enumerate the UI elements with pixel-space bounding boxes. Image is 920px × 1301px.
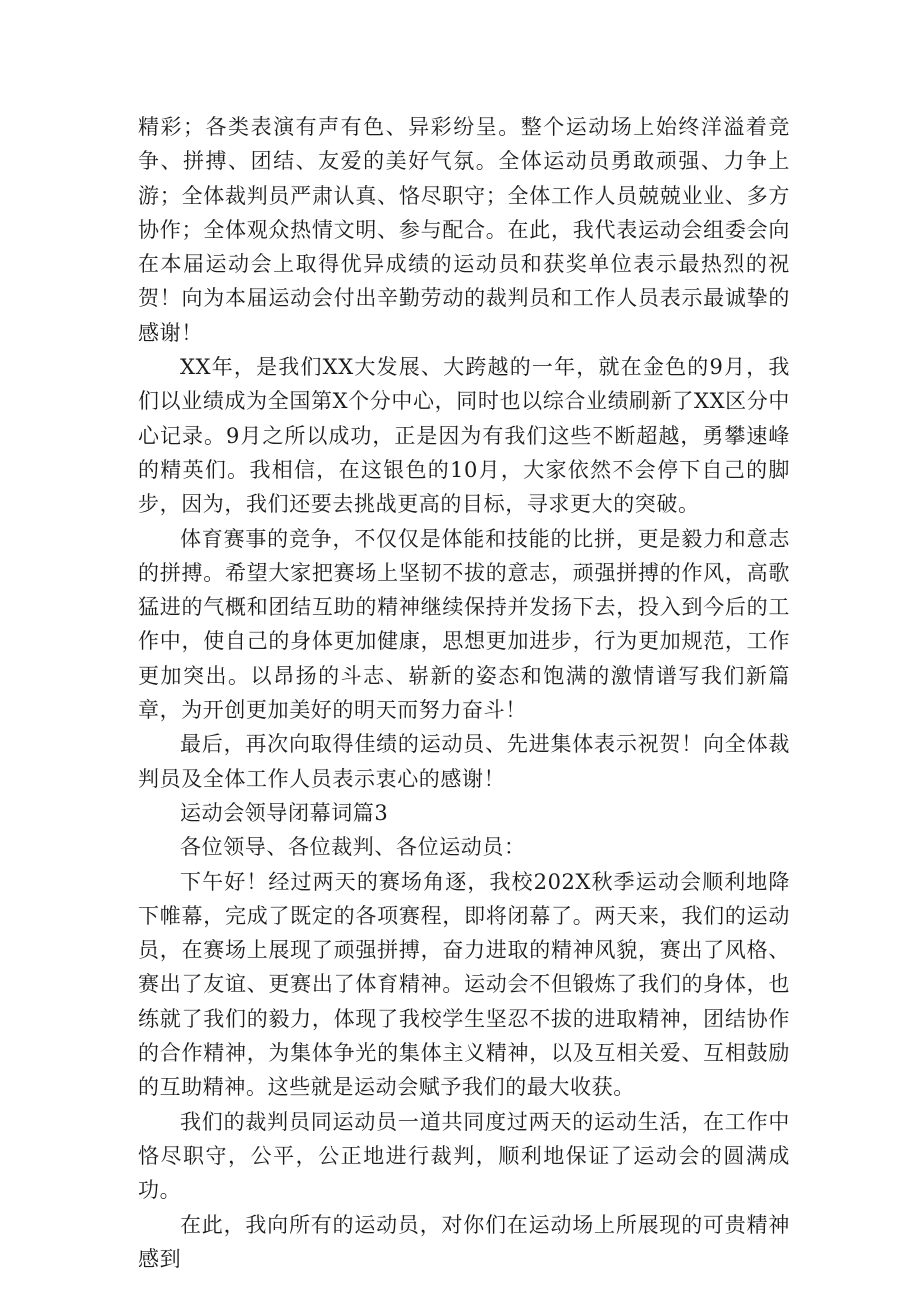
document-body: [138, 110, 790, 1276]
paragraph-continuation: 精彩；各类表演有声有色、异彩纷呈。整个运动场上始终洋溢着竞争、拼搏、团结、友爱的美好气氛。全体运动员勇敢顽强、力争上游；全体裁判员严肃认真、恪尽职守；全体工作人员兢兢业业、多方协作；全体观众热情文明、参与配合。在此，我代表运动会组委会向在本届运动会上取得优异成绩的运动员和获奖单位表示最热烈的祝贺！向为本届运动会付出辛勤劳动的裁判员和工作人员表示最诚挚的感谢！: [138, 115, 790, 345]
paragraph-here: 在此，我向所有的运动员，对你们在运动场上所展现的可贵精神感到: [138, 1212, 790, 1271]
section-title: 运动会领导闭幕词篇3: [180, 800, 389, 825]
paragraph-competition: 体育赛事的竞争，不仅仅是体能和技能的比拼，更是毅力和意志的拼搏。希望大家把赛场上坚韧不拔的意志，顽强拼搏的作风，高歌猛进的气概和团结互助的精神继续保持并发扬下去，投入到今后的工作中，使自己的身体更加健康，思想更加进步，行为更加规范，工作更加突出。以昂扬的斗志、崭新的姿态和饱满的激情谱写我们新篇章，为开创更加美好的明天而努力奋斗！: [138, 526, 790, 723]
paragraph-finally: 最后，再次向取得佳绩的运动员、先进集体表示祝贺！向全体裁判员及全体工作人员表示衷心的感谢！: [138, 732, 790, 791]
paragraph-referees: 我们的裁判员同运动员一道共同度过两天的运动生活，在工作中恪尽职守，公平，公正地进行裁判，顺利地保证了运动会的圆满成功。: [138, 1109, 790, 1203]
paragraph-good-afternoon: 下午好！经过两天的赛场角逐，我校202X秋季运动会顺利地降下帷幕，完成了既定的各项赛程，即将闭幕了。两天来，我们的运动员，在赛场上展现了顽强拼搏，奋力进取的精神风貌，赛出了风格、赛出了友谊、更赛出了体育精神。运动会不但锻炼了我们的身体，也练就了我们的毅力，体现了我校学生坚忍不拔的进取精神，团结协作的合作精神，为集体争光的集体主义精神，以及互相关爱、互相鼓励的互助精神。这些就是运动会赋予我们的最大收获。: [138, 869, 790, 1100]
paragraph-xx-year: XX年，是我们XX大发展、大跨越的一年，就在金色的9月，我们以业绩成为全国第X个分中心，同时也以综合业绩刷新了XX区分中心记录。9月之所以成功，正是因为有我们这些不断超越，勇攀速峰的精英们。我相信，在这银色的10月，大家依然不会停下自己的脚步，因为，我们还要去挑战更高的目标，寻求更大的突破。: [138, 355, 790, 517]
salutation: 各位领导、各位裁判、各位运动员：: [180, 835, 526, 860]
